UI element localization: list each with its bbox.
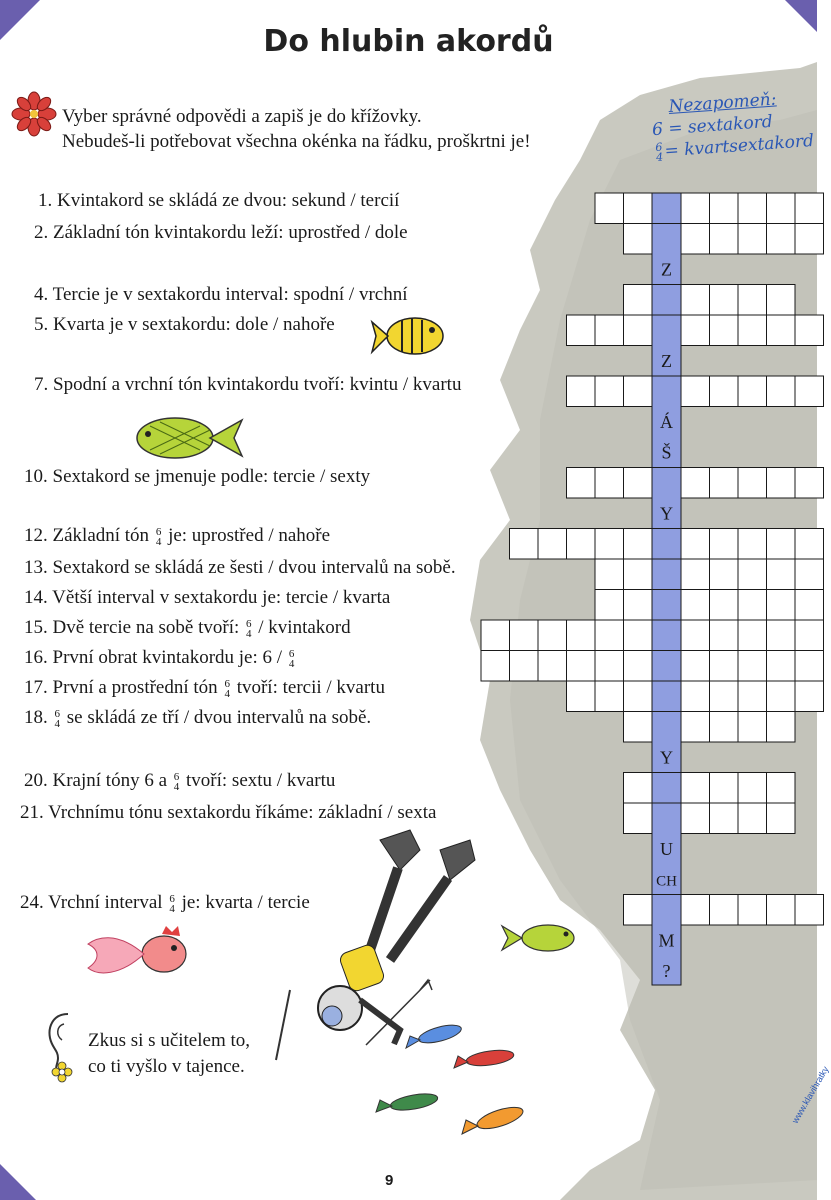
- question-10: 10. Sextakord se jmenuje podle: tercie / sexty: [24, 466, 371, 487]
- crossword-cell[interactable]: [624, 712, 653, 743]
- fish-icon: [500, 918, 582, 958]
- crossword-cell[interactable]: [710, 224, 739, 255]
- crossword-letter: Y: [660, 503, 673, 524]
- crossword-cell[interactable]: [710, 559, 739, 590]
- crossword-cell[interactable]: [710, 468, 739, 499]
- question-17: 17. První a prostřední tón 6 4 tvoří: tercii / kvartu: [24, 677, 385, 700]
- crossword-cell[interactable]: [795, 224, 824, 255]
- crossword-cell[interactable]: [795, 895, 824, 926]
- crossword-cell[interactable]: [595, 681, 624, 712]
- crossword-cell[interactable]: [795, 529, 824, 560]
- crossword-cell[interactable]: [767, 651, 796, 682]
- crossword-cell[interactable]: [767, 315, 796, 346]
- fraction: 6 4: [288, 647, 295, 670]
- crossword-cell[interactable]: [567, 468, 596, 499]
- question-7: 7. Spodní a vrchní tón kvintakordu tvoří: kvintu / kvartu: [34, 374, 462, 395]
- crossword-cell[interactable]: [567, 651, 596, 682]
- crossword-cell[interactable]: [738, 376, 767, 407]
- question-4: 4. Tercie je v sextakordu interval: spodní / vrchní: [34, 284, 408, 305]
- crossword-cell[interactable]: [595, 651, 624, 682]
- crossword-cell[interactable]: [738, 651, 767, 682]
- question-14: 14. Větší interval v sextakordu je: tercie / kvarta: [24, 587, 391, 608]
- crossword-cell[interactable]: [681, 681, 710, 712]
- crossword-cell[interactable]: [738, 803, 767, 834]
- crossword-cell[interactable]: [767, 681, 796, 712]
- crossword-cell[interactable]: [681, 590, 710, 621]
- question-24: 24. Vrchní interval 6 4 je: kvarta / tercie: [20, 892, 310, 915]
- crossword-cell[interactable]: [681, 224, 710, 255]
- question-12: 12. Základní tón 6 4 je: uprostřed / nahoře: [24, 525, 331, 548]
- crossword-cell[interactable]: [710, 803, 739, 834]
- crossword-cell[interactable]: [767, 590, 796, 621]
- crossword-cell[interactable]: [681, 651, 710, 682]
- question-16: 16. První obrat kvintakordu je: 6 / 6 4: [24, 647, 295, 670]
- fraction: 6 4: [654, 140, 664, 164]
- crossword-cell[interactable]: [510, 651, 539, 682]
- crossword-cell[interactable]: [624, 224, 653, 255]
- crossword-cell[interactable]: [624, 681, 653, 712]
- question-20: 20. Krajní tóny 6 a 6 4 tvoří: sextu / kvartu: [24, 770, 336, 793]
- crossword-cell[interactable]: [710, 620, 739, 651]
- note-line: 6 = sextakord: [651, 111, 774, 141]
- fish-icon: [370, 308, 450, 368]
- crossword-cell[interactable]: [567, 315, 596, 346]
- crossword-letter: Y: [660, 747, 673, 768]
- fraction: 6 4: [54, 707, 60, 730]
- closing-line: co ti vyšlo v tajence.: [88, 1056, 245, 1077]
- crossword-cell[interactable]: [738, 681, 767, 712]
- crossword-cell[interactable]: [738, 895, 767, 926]
- question-15: 15. Dvě tercie na sobě tvoří: 6 4 / kvintakord: [24, 617, 351, 640]
- fraction: 6 4: [173, 770, 180, 793]
- crossword-cell[interactable]: [710, 681, 739, 712]
- crossword-cell[interactable]: [624, 895, 653, 926]
- ear-icon: [44, 1010, 80, 1086]
- crossword-cell[interactable]: [681, 193, 710, 224]
- crossword-cell[interactable]: [538, 529, 567, 560]
- crossword-cell[interactable]: [738, 529, 767, 560]
- crossword-cell[interactable]: [767, 468, 796, 499]
- crossword-cell[interactable]: [795, 376, 824, 407]
- crossword-cell[interactable]: [738, 620, 767, 651]
- crossword-cell[interactable]: [624, 651, 653, 682]
- crossword-cell[interactable]: [795, 590, 824, 621]
- watermark: www.klavihratky: [790, 1064, 831, 1125]
- crossword-cell[interactable]: [767, 285, 796, 316]
- crossword-cell[interactable]: [681, 529, 710, 560]
- goldfish-icon: [86, 924, 196, 984]
- crossword-cell[interactable]: [481, 651, 510, 682]
- crossword-cell[interactable]: [510, 620, 539, 651]
- crossword-cell[interactable]: [681, 620, 710, 651]
- crossword-cell[interactable]: [681, 895, 710, 926]
- crossword-cell[interactable]: [595, 376, 624, 407]
- crossword-letter: Z: [661, 259, 672, 280]
- crossword-cell[interactable]: [710, 895, 739, 926]
- crossword-cell[interactable]: [624, 620, 653, 651]
- crossword-cell[interactable]: [710, 773, 739, 804]
- crossword-cell[interactable]: [795, 193, 824, 224]
- crossword-cell[interactable]: [738, 590, 767, 621]
- crossword-cell[interactable]: [710, 590, 739, 621]
- crossword-cell[interactable]: [595, 193, 624, 224]
- crossword-cell[interactable]: [624, 529, 653, 560]
- crossword-cell[interactable]: [795, 559, 824, 590]
- crossword-cell[interactable]: [795, 468, 824, 499]
- closing-line: Zkus si s učitelem to,: [88, 1030, 251, 1051]
- crossword-cell[interactable]: [767, 803, 796, 834]
- fraction: 6 4: [224, 677, 230, 700]
- crossword-cell[interactable]: [795, 651, 824, 682]
- crossword-letter: Á: [660, 411, 673, 432]
- crossword-cell[interactable]: [738, 224, 767, 255]
- crossword-cell[interactable]: [595, 468, 624, 499]
- question-5: 5. Kvarta je v sextakordu: dole / nahoře: [34, 314, 335, 335]
- crossword-cell[interactable]: [767, 376, 796, 407]
- crossword-cell[interactable]: [710, 285, 739, 316]
- crossword-cell[interactable]: [624, 803, 653, 834]
- crossword-cell[interactable]: [624, 376, 653, 407]
- instruction-line: Nebudeš-li potřebovat všechna okénka na řádku, proškrtni je!: [62, 131, 531, 152]
- crossword-cell[interactable]: [738, 285, 767, 316]
- crossword-cell[interactable]: [538, 620, 567, 651]
- crossword-letter: M: [658, 930, 675, 951]
- crossword-cell[interactable]: [738, 468, 767, 499]
- crossword-cell[interactable]: [624, 315, 653, 346]
- crossword-cell[interactable]: [738, 315, 767, 346]
- page-title: Do hlubin akordů: [263, 24, 554, 59]
- crossword-cell[interactable]: [738, 193, 767, 224]
- crossword-cell[interactable]: [710, 193, 739, 224]
- crossword-cell[interactable]: [795, 681, 824, 712]
- crossword-cell[interactable]: [710, 651, 739, 682]
- crossword-cell[interactable]: [624, 773, 653, 804]
- crossword-cell[interactable]: [681, 376, 710, 407]
- crossword-cell[interactable]: [595, 620, 624, 651]
- crossword-letter: Z: [661, 350, 672, 371]
- crossword-cell[interactable]: [767, 224, 796, 255]
- fish-icon: [460, 1100, 530, 1140]
- crossword-cell[interactable]: [681, 712, 710, 743]
- crossword-cell[interactable]: [767, 712, 796, 743]
- crossword-cell[interactable]: [767, 193, 796, 224]
- crossword-cell[interactable]: [681, 285, 710, 316]
- fish-icon: [130, 408, 250, 468]
- crossword-cell[interactable]: [710, 315, 739, 346]
- crossword-cell[interactable]: [738, 773, 767, 804]
- crossword-cell[interactable]: [681, 559, 710, 590]
- crossword-cell[interactable]: [795, 620, 824, 651]
- crossword-cell[interactable]: [567, 681, 596, 712]
- crossword-cell[interactable]: [767, 620, 796, 651]
- note-heading: Nezapomeň:: [667, 89, 778, 117]
- crossword-cell[interactable]: [538, 651, 567, 682]
- crossword-cell[interactable]: [738, 559, 767, 590]
- page-number: 9: [385, 1172, 394, 1189]
- crossword-cell[interactable]: [767, 773, 796, 804]
- fraction: 6 4: [169, 892, 175, 915]
- crossword-cell[interactable]: [710, 529, 739, 560]
- crossword-cell[interactable]: [624, 468, 653, 499]
- note-line: 6 4 = kvartsextakord: [654, 130, 815, 164]
- crossword-cell[interactable]: [767, 895, 796, 926]
- crossword-cell[interactable]: [710, 712, 739, 743]
- crossword-cell[interactable]: [624, 559, 653, 590]
- crossword-cell[interactable]: [595, 315, 624, 346]
- crossword-cell[interactable]: [595, 529, 624, 560]
- question-18: 18. 6 4 se skládá ze tří / dvou intervalů na sobě.: [24, 707, 372, 730]
- crossword-cell[interactable]: [710, 376, 739, 407]
- crossword-cell[interactable]: [624, 285, 653, 316]
- crossword-letter: Š: [661, 442, 672, 463]
- fish-icon: [452, 1044, 518, 1074]
- crossword-cell[interactable]: [567, 376, 596, 407]
- crossword-cell[interactable]: [681, 803, 710, 834]
- question-21: 21. Vrchnímu tónu sextakordu říkáme: základní / sexta: [20, 802, 437, 823]
- crossword-cell[interactable]: [681, 468, 710, 499]
- crossword-cell[interactable]: [510, 529, 539, 560]
- crossword-cell[interactable]: [681, 773, 710, 804]
- crossword-cell[interactable]: [767, 529, 796, 560]
- crossword-cell[interactable]: [681, 315, 710, 346]
- question-13: 13. Sextakord se skládá ze šesti / dvou intervalů na sobě.: [24, 557, 456, 578]
- instruction-line: Vyber správné odpovědi a zapiš je do křížovky.: [62, 106, 422, 127]
- crossword-cell[interactable]: [624, 193, 653, 224]
- fraction: 6 4: [246, 617, 252, 640]
- crossword-cell[interactable]: [795, 315, 824, 346]
- crossword-cell[interactable]: [481, 620, 510, 651]
- crossword-letter: ?: [662, 960, 671, 981]
- crossword-cell[interactable]: [595, 590, 624, 621]
- crossword-letter: CH: [656, 873, 677, 890]
- crossword-letter: U: [660, 838, 673, 859]
- fraction: 6 4: [155, 525, 162, 548]
- crossword-cell[interactable]: [767, 559, 796, 590]
- closing-text: [88, 1028, 250, 1080]
- crossword-cell[interactable]: [567, 529, 596, 560]
- crossword-cell[interactable]: [738, 712, 767, 743]
- question-1: 1. Kvintakord se skládá ze dvou: sekund / tercií: [38, 190, 400, 211]
- fish-icon: [374, 1088, 444, 1118]
- crossword-cell[interactable]: [595, 559, 624, 590]
- question-2: 2. Základní tón kvintakordu leží: uprostřed / dole: [34, 222, 408, 243]
- crossword-cell[interactable]: [624, 590, 653, 621]
- crossword-cell[interactable]: [567, 620, 596, 651]
